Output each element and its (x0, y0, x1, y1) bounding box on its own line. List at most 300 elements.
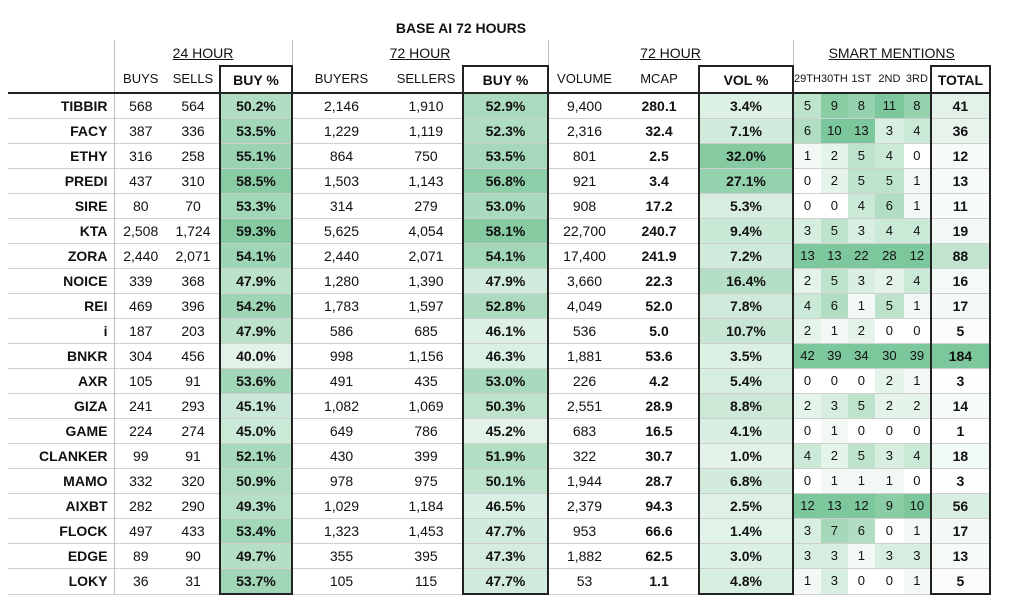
cell-mention-29th: 4 (793, 294, 821, 319)
cell-mention-1st: 1 (848, 294, 875, 319)
cell-buyers: 1,280 (323, 273, 360, 289)
cell-volume: 683 (572, 423, 597, 439)
cell-vol-pct: 4.1% (699, 419, 793, 444)
cell-buy-pct-72: 52.9% (463, 93, 548, 119)
cell-sells: 290 (181, 498, 205, 514)
cell-mention-29th: 0 (793, 194, 821, 219)
cell-mention-3rd: 2 (904, 394, 931, 419)
cell-mcap: 94.3 (645, 498, 673, 514)
cell-buys: 2,508 (114, 219, 167, 244)
cell-mention-3rd: 4 (904, 219, 931, 244)
col-buyers: BUYERS (292, 66, 390, 93)
cell-total: 41 (931, 93, 990, 119)
cell-sells: 433 (181, 523, 205, 539)
cell-buyers: 1,503 (323, 173, 360, 189)
cell-mention-1st: 5 (848, 394, 875, 419)
cell-buy-pct-72: 46.3% (463, 344, 548, 369)
cell-sells: 368 (181, 273, 205, 289)
cell-buys: 497 (114, 519, 167, 544)
table-row (8, 319, 990, 344)
cell-mention-30th: 1 (821, 319, 848, 344)
table-row (8, 569, 990, 595)
cell-sellers: 975 (414, 473, 438, 489)
cell-sells: 70 (185, 198, 201, 214)
cell-buy-pct-24: 53.7% (220, 569, 292, 595)
cell-mcap: 32.4 (645, 123, 673, 139)
cell-mention-1st: 3 (848, 219, 875, 244)
cell-total: 36 (931, 119, 990, 144)
cell-buys: 224 (114, 419, 167, 444)
row-token: REI (84, 298, 108, 314)
col-token (8, 66, 114, 93)
cell-mention-30th: 0 (821, 194, 848, 219)
cell-volume: 226 (572, 373, 597, 389)
cell-buys: 339 (114, 269, 167, 294)
cell-mention-29th: 12 (793, 494, 821, 519)
cell-buy-pct-24: 45.0% (220, 419, 292, 444)
col-buy-pct-72: BUY % (463, 66, 548, 93)
cell-buys: 89 (114, 544, 167, 569)
cell-buy-pct-72: 47.9% (463, 269, 548, 294)
cell-mcap: 16.5 (645, 423, 673, 439)
group-72-hour-volume: 72 HOUR (548, 40, 793, 66)
cell-mention-3rd: 0 (904, 144, 931, 169)
cell-mention-1st: 12 (848, 494, 875, 519)
col-sells: SELLS (167, 66, 220, 93)
row-token: GAME (65, 423, 108, 439)
cell-mention-3rd: 1 (904, 369, 931, 394)
cell-buy-pct-72: 58.1% (463, 219, 548, 244)
cell-buys: 332 (114, 469, 167, 494)
cell-volume: 2,379 (566, 498, 603, 514)
cell-buys: 105 (114, 369, 167, 394)
data-table (8, 40, 991, 595)
cell-volume: 2,551 (566, 398, 603, 414)
col-1st: 1ST (848, 66, 875, 93)
cell-mcap: 5.0 (649, 323, 669, 339)
cell-sells: 310 (181, 173, 205, 189)
cell-buyers: 649 (329, 423, 354, 439)
cell-buy-pct-72: 53.0% (463, 194, 548, 219)
cell-volume: 4,049 (566, 298, 603, 314)
cell-vol-pct: 32.0% (699, 144, 793, 169)
cell-buy-pct-72: 45.2% (463, 419, 548, 444)
cell-mention-30th: 3 (821, 544, 848, 569)
cell-buyers: 2,440 (323, 248, 360, 264)
cell-mention-29th: 2 (793, 319, 821, 344)
cell-sells: 91 (185, 373, 201, 389)
cell-buy-pct-24: 52.1% (220, 444, 292, 469)
cell-mention-2nd: 5 (875, 169, 904, 194)
cell-mention-30th: 2 (821, 169, 848, 194)
cell-buys: 2,440 (114, 244, 167, 269)
cell-buys: 99 (114, 444, 167, 469)
cell-sellers: 1,143 (408, 173, 444, 189)
cell-mcap: 3.4 (649, 173, 669, 189)
cell-buy-pct-72: 53.5% (463, 144, 548, 169)
cell-mention-1st: 5 (848, 444, 875, 469)
cell-mention-29th: 0 (793, 419, 821, 444)
cell-vol-pct: 3.0% (699, 544, 793, 569)
cell-total: 1 (931, 419, 990, 444)
group-72-hour-trades: 72 HOUR (292, 40, 548, 66)
cell-total: 17 (931, 519, 990, 544)
row-token: CLANKER (39, 448, 108, 464)
cell-buy-pct-24: 50.2% (220, 93, 292, 119)
cell-total: 13 (931, 169, 990, 194)
cell-mention-1st: 0 (848, 569, 875, 595)
cell-sellers: 435 (414, 373, 438, 389)
cell-mention-29th: 3 (793, 544, 821, 569)
group-24-hour: 24 HOUR (114, 40, 292, 66)
cell-mcap: 240.7 (641, 223, 677, 239)
cell-mention-1st: 5 (848, 169, 875, 194)
row-token: i (103, 323, 108, 339)
cell-mcap: 280.1 (641, 98, 677, 114)
cell-sellers: 1,069 (408, 398, 444, 414)
cell-mention-29th: 2 (793, 394, 821, 419)
cell-buys: 282 (114, 494, 167, 519)
cell-vol-pct: 7.1% (699, 119, 793, 144)
cell-total: 18 (931, 444, 990, 469)
cell-buy-pct-24: 53.6% (220, 369, 292, 394)
cell-buy-pct-24: 53.4% (220, 519, 292, 544)
cell-vol-pct: 6.8% (699, 469, 793, 494)
cell-mention-3rd: 1 (904, 294, 931, 319)
cell-buys: 36 (114, 569, 167, 595)
cell-mcap: 52.0 (645, 298, 673, 314)
cell-mention-3rd: 0 (904, 469, 931, 494)
cell-sells: 203 (181, 323, 205, 339)
cell-vol-pct: 8.8% (699, 394, 793, 419)
cell-mention-1st: 2 (848, 319, 875, 344)
cell-mention-2nd: 0 (875, 419, 904, 444)
table-row (8, 394, 990, 419)
cell-mention-30th: 2 (821, 444, 848, 469)
cell-mcap: 22.3 (645, 273, 673, 289)
cell-mcap: 62.5 (645, 548, 673, 564)
cell-vol-pct: 3.4% (699, 93, 793, 119)
cell-mention-1st: 8 (848, 93, 875, 119)
table-row (8, 369, 990, 394)
cell-mention-30th: 7 (821, 519, 848, 544)
cell-buy-pct-72: 52.3% (463, 119, 548, 144)
row-token: ETHY (70, 148, 108, 164)
cell-vol-pct: 3.5% (699, 344, 793, 369)
cell-sellers: 1,910 (408, 98, 444, 114)
cell-mention-29th: 6 (793, 119, 821, 144)
cell-buyers: 105 (329, 573, 354, 590)
cell-mention-30th: 5 (821, 219, 848, 244)
cell-buyers: 998 (329, 348, 354, 364)
cell-buy-pct-72: 50.3% (463, 394, 548, 419)
cell-volume: 53 (576, 573, 593, 590)
col-buys: BUYS (114, 66, 167, 93)
cell-mcap: 66.6 (645, 523, 673, 539)
cell-buys: 469 (114, 294, 167, 319)
cell-buy-pct-72: 50.1% (463, 469, 548, 494)
cell-mention-2nd: 2 (875, 394, 904, 419)
cell-buy-pct-72: 52.8% (463, 294, 548, 319)
cell-mention-2nd: 28 (875, 244, 904, 269)
cell-buys: 241 (114, 394, 167, 419)
cell-vol-pct: 1.0% (699, 444, 793, 469)
cell-total: 56 (931, 494, 990, 519)
cell-mention-1st: 0 (848, 369, 875, 394)
cell-sells: 258 (181, 148, 205, 164)
cell-mention-30th: 0 (821, 369, 848, 394)
cell-mention-29th: 0 (793, 469, 821, 494)
cell-buyers: 1,229 (323, 123, 360, 139)
cell-volume: 1,944 (566, 473, 603, 489)
cell-buyers: 978 (329, 473, 354, 489)
row-token: KTA (79, 223, 108, 239)
cell-buy-pct-24: 49.3% (220, 494, 292, 519)
cell-buy-pct-24: 58.5% (220, 169, 292, 194)
row-token: FLOCK (59, 523, 108, 539)
cell-buys: 437 (114, 169, 167, 194)
cell-mention-1st: 5 (848, 144, 875, 169)
cell-mention-29th: 1 (793, 144, 821, 169)
cell-total: 12 (931, 144, 990, 169)
cell-mention-30th: 5 (821, 269, 848, 294)
cell-buyers: 586 (329, 323, 354, 339)
cell-buy-pct-24: 50.9% (220, 469, 292, 494)
corner-cell (8, 40, 114, 66)
cell-mention-2nd: 0 (875, 319, 904, 344)
table-row (8, 169, 990, 194)
cell-sells: 31 (185, 573, 201, 590)
cell-sells: 320 (181, 473, 205, 489)
row-token: LOKY (68, 573, 108, 590)
cell-mcap: 2.5 (649, 148, 669, 164)
row-token: NOICE (63, 273, 108, 289)
cell-buys: 387 (114, 119, 167, 144)
cell-buy-pct-24: 59.3% (220, 219, 292, 244)
cell-sellers: 685 (414, 323, 438, 339)
cell-total: 14 (931, 394, 990, 419)
cell-buyers: 491 (329, 373, 354, 389)
cell-volume: 2,316 (566, 123, 603, 139)
col-3rd: 3RD (904, 66, 931, 93)
cell-mention-3rd: 4 (904, 269, 931, 294)
cell-sellers: 395 (414, 548, 438, 564)
cell-mention-3rd: 1 (904, 569, 931, 595)
cell-mention-3rd: 4 (904, 119, 931, 144)
cell-mention-1st: 4 (848, 194, 875, 219)
cell-buy-pct-72: 51.9% (463, 444, 548, 469)
cell-sells: 456 (181, 348, 205, 364)
cell-buy-pct-24: 49.7% (220, 544, 292, 569)
cell-mention-1st: 22 (848, 244, 875, 269)
table-row (8, 419, 990, 444)
cell-mention-29th: 1 (793, 569, 821, 595)
cell-buyers: 1,783 (323, 298, 360, 314)
cell-mcap: 1.1 (649, 573, 669, 590)
col-volume: VOLUME (548, 66, 620, 93)
cell-volume: 1,882 (566, 548, 603, 564)
cell-mention-2nd: 3 (875, 544, 904, 569)
cell-mention-2nd: 5 (875, 294, 904, 319)
col-30th: 30TH (821, 66, 848, 93)
cell-mcap: 17.2 (645, 198, 673, 214)
cell-volume: 908 (572, 198, 597, 214)
cell-sellers: 279 (414, 198, 438, 214)
cell-total: 17 (931, 294, 990, 319)
cell-sells: 293 (181, 398, 205, 414)
row-token: MAMO (63, 473, 108, 489)
cell-vol-pct: 16.4% (699, 269, 793, 294)
cell-mention-30th: 3 (821, 569, 848, 595)
table-row (8, 294, 990, 319)
cell-buys: 316 (114, 144, 167, 169)
cell-vol-pct: 7.8% (699, 294, 793, 319)
cell-mention-30th: 2 (821, 144, 848, 169)
cell-vol-pct: 1.4% (699, 519, 793, 544)
cell-mention-30th: 1 (821, 469, 848, 494)
cell-buyers: 314 (329, 198, 354, 214)
cell-buyers: 1,323 (323, 523, 360, 539)
cell-mention-2nd: 11 (875, 93, 904, 119)
cell-volume: 536 (572, 323, 597, 339)
cell-total: 16 (931, 269, 990, 294)
col-vol-pct: VOL % (699, 66, 793, 93)
cell-sellers: 786 (414, 423, 438, 439)
cell-mention-29th: 13 (793, 244, 821, 269)
cell-mention-3rd: 1 (904, 169, 931, 194)
cell-buyers: 1,029 (323, 498, 360, 514)
cell-buyers: 864 (329, 148, 354, 164)
cell-mention-3rd: 10 (904, 494, 931, 519)
cell-volume: 921 (572, 173, 597, 189)
cell-mention-1st: 1 (848, 544, 875, 569)
cell-mention-3rd: 0 (904, 419, 931, 444)
cell-vol-pct: 7.2% (699, 244, 793, 269)
cell-vol-pct: 5.3% (699, 194, 793, 219)
cell-volume: 1,881 (566, 348, 603, 364)
cell-mention-1st: 1 (848, 469, 875, 494)
cell-buyers: 1,082 (323, 398, 360, 414)
cell-sellers: 1,597 (408, 298, 444, 314)
cell-mention-2nd: 2 (875, 269, 904, 294)
cell-mention-29th: 2 (793, 269, 821, 294)
cell-mention-2nd: 4 (875, 144, 904, 169)
table-row (8, 144, 990, 169)
col-buy-pct-24: BUY % (220, 66, 292, 93)
cell-mention-30th: 9 (821, 93, 848, 119)
cell-mcap: 4.2 (649, 373, 669, 389)
cell-buy-pct-24: 55.1% (220, 144, 292, 169)
cell-vol-pct: 27.1% (699, 169, 793, 194)
cell-buys: 304 (114, 344, 167, 369)
cell-mention-1st: 34 (848, 344, 875, 369)
cell-buy-pct-24: 47.9% (220, 319, 292, 344)
cell-total: 5 (931, 319, 990, 344)
cell-sellers: 1,156 (408, 348, 444, 364)
cell-mention-2nd: 2 (875, 369, 904, 394)
cell-mention-29th: 0 (793, 369, 821, 394)
cell-mention-29th: 0 (793, 169, 821, 194)
cell-buy-pct-24: 54.1% (220, 244, 292, 269)
cell-buy-pct-72: 53.0% (463, 369, 548, 394)
cell-mention-2nd: 1 (875, 469, 904, 494)
table-row (8, 93, 990, 119)
cell-mention-3rd: 3 (904, 544, 931, 569)
row-token: GIZA (74, 398, 108, 414)
cell-total: 19 (931, 219, 990, 244)
cell-buy-pct-24: 45.1% (220, 394, 292, 419)
cell-vol-pct: 2.5% (699, 494, 793, 519)
table-row (8, 469, 990, 494)
cell-mcap: 28.9 (645, 398, 673, 414)
cell-mention-3rd: 12 (904, 244, 931, 269)
cell-mcap: 241.9 (641, 248, 677, 264)
cell-sells: 274 (181, 423, 205, 439)
cell-mention-3rd: 8 (904, 93, 931, 119)
cell-mcap: 28.7 (645, 473, 673, 489)
cell-buy-pct-72: 56.8% (463, 169, 548, 194)
row-token: PREDI (64, 173, 108, 189)
row-token: EDGE (67, 548, 108, 564)
table-row (8, 519, 990, 544)
cell-volume: 17,400 (563, 248, 606, 264)
cell-sells: 2,071 (175, 248, 211, 264)
cell-sellers: 750 (414, 148, 438, 164)
cell-sellers: 1,119 (409, 123, 443, 139)
table-row (8, 119, 990, 144)
table-row (8, 344, 990, 369)
cell-mention-2nd: 30 (875, 344, 904, 369)
cell-mention-29th: 5 (793, 93, 821, 119)
cell-volume: 801 (572, 148, 597, 164)
table-row (8, 544, 990, 569)
row-token: AIXBT (65, 498, 108, 514)
table-row (8, 444, 990, 469)
cell-sellers: 1,184 (408, 498, 444, 514)
cell-mention-30th: 13 (821, 244, 848, 269)
cell-buy-pct-72: 47.3% (463, 544, 548, 569)
cell-mention-2nd: 3 (875, 119, 904, 144)
cell-buy-pct-72: 47.7% (463, 569, 548, 595)
cell-vol-pct: 9.4% (699, 219, 793, 244)
cell-buy-pct-24: 54.2% (220, 294, 292, 319)
cell-mention-30th: 10 (821, 119, 848, 144)
row-token: AXR (77, 373, 108, 389)
row-token: ZORA (67, 248, 108, 264)
table-row (8, 194, 990, 219)
cell-buyers: 430 (329, 448, 354, 464)
cell-total: 88 (931, 244, 990, 269)
cell-sells: 1,724 (175, 223, 211, 239)
cell-mention-3rd: 4 (904, 444, 931, 469)
cell-mention-2nd: 4 (875, 219, 904, 244)
cell-sellers: 4,054 (408, 223, 444, 239)
col-29th: 29TH (793, 66, 821, 93)
cell-mention-3rd: 1 (904, 194, 931, 219)
cell-mention-29th: 3 (793, 219, 821, 244)
cell-mcap: 30.7 (645, 448, 673, 464)
cell-mention-3rd: 1 (904, 519, 931, 544)
group-smart-mentions: SMART MENTIONS (793, 40, 990, 66)
cell-vol-pct: 5.4% (699, 369, 793, 394)
cell-mention-2nd: 0 (875, 569, 904, 595)
cell-mcap: 53.6 (645, 348, 673, 364)
cell-mention-30th: 6 (821, 294, 848, 319)
cell-buy-pct-72: 47.7% (463, 519, 548, 544)
cell-total: 13 (931, 544, 990, 569)
row-token: BNKR (67, 348, 108, 364)
cell-mention-30th: 39 (821, 344, 848, 369)
